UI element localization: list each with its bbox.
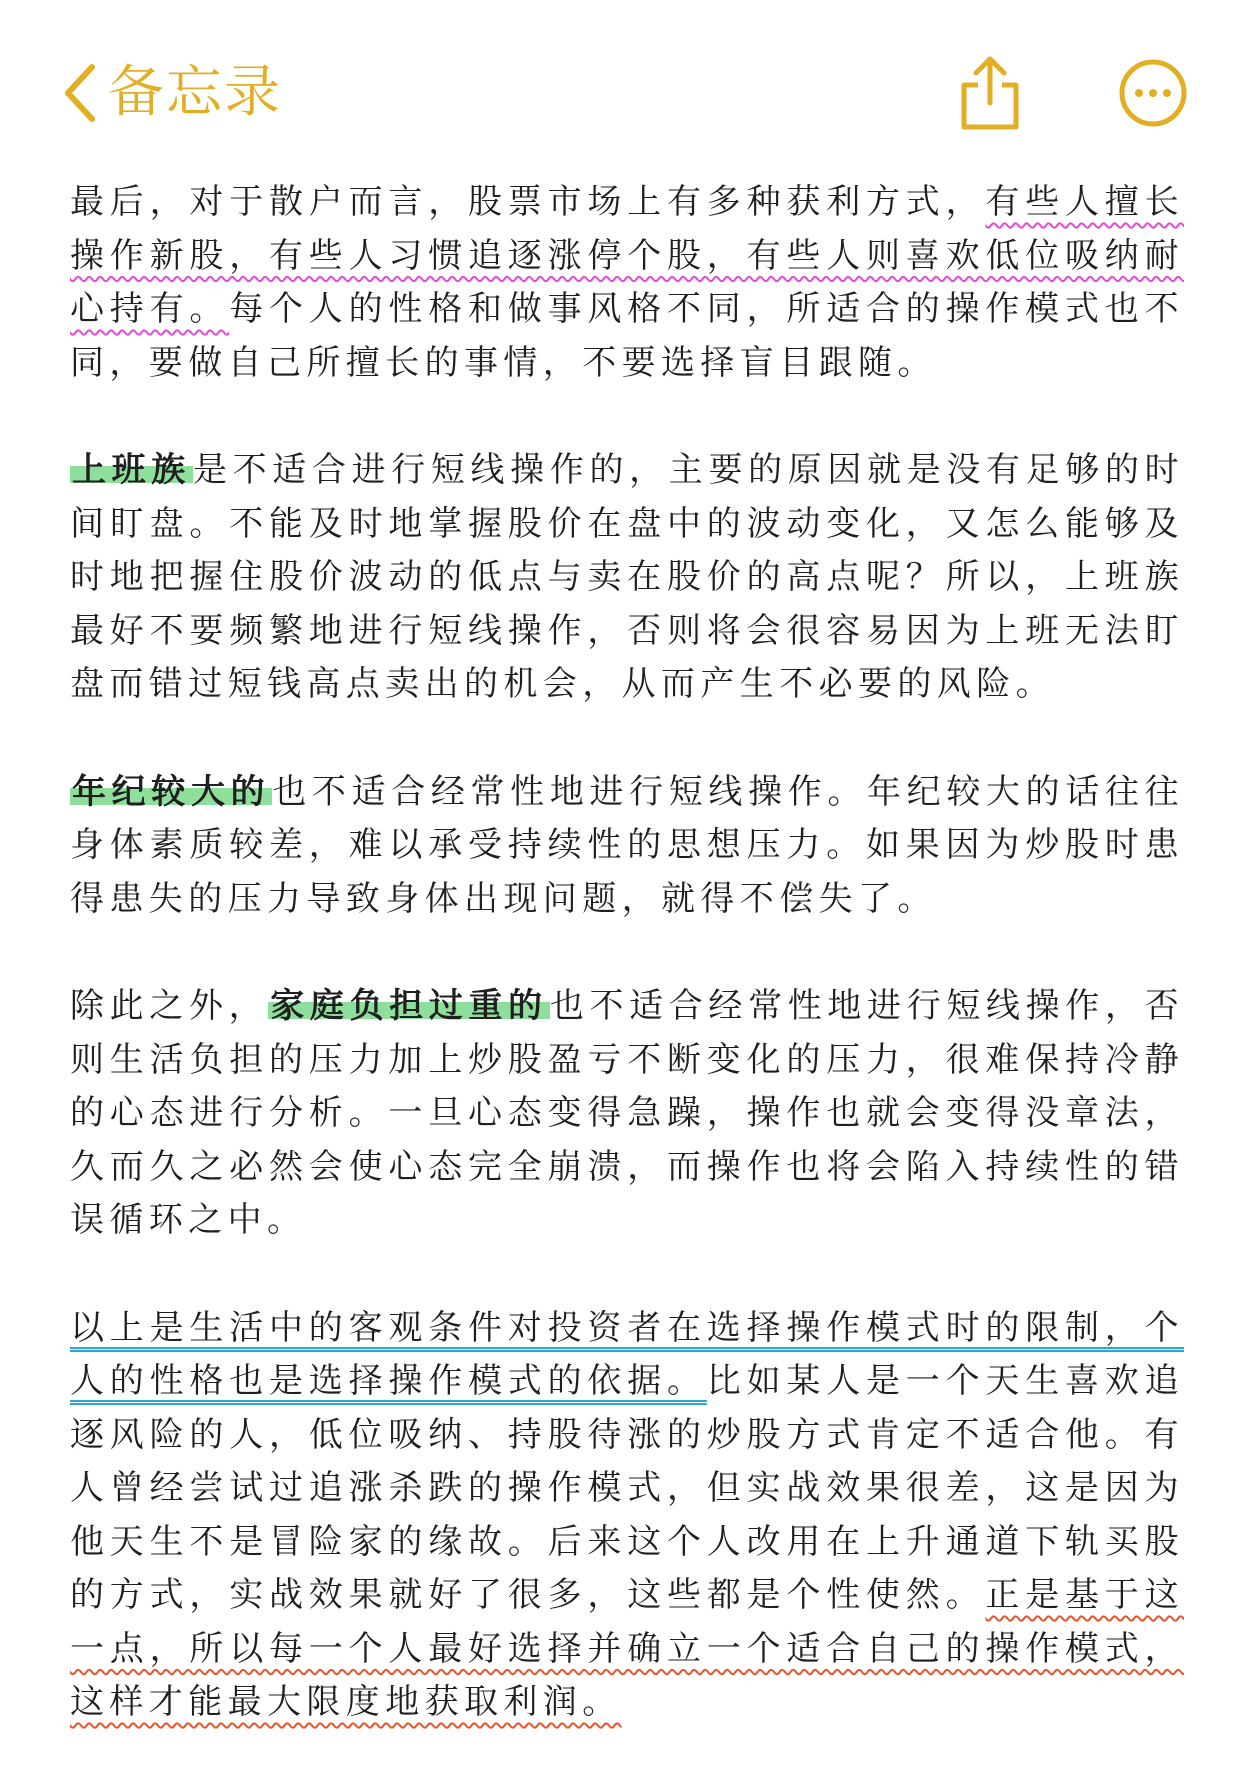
more-icon[interactable] <box>1118 58 1188 128</box>
share-icon[interactable] <box>958 55 1022 131</box>
highlighted-keyword: 上班族 <box>72 450 191 490</box>
paragraph-text: 每个人的性格和做事风格不同，所适合的操作模式也不同，要做自己所擅长的事情，不要选择盲目跟随。 <box>70 289 1184 383</box>
highlighted-keyword: 家庭负担过重的 <box>270 986 548 1026</box>
note-paragraph <box>70 1302 1184 1730</box>
underlined-text: 有些人擅长操作新股，有些人习惯追逐涨停个股，有些人则喜欢低位吸纳耐心持有。 <box>70 182 1185 329</box>
highlighted-keyword: 年纪较大的 <box>72 771 271 812</box>
paragraph-text: 除此之外， <box>70 986 269 1026</box>
back-button[interactable] <box>62 58 282 128</box>
paragraph-text: 也不适合经常性地进行短线操作。年纪较大的话往往身体素质较差，难以承受持续性的思想压力。如果因为炒股时患得患失的压力导致身体出现问题，就得不偿失了。 <box>70 771 1185 919</box>
note-paragraph <box>70 444 1184 712</box>
paragraph-text: 比如某人是一个天生喜欢追逐风险的人，低位吸纳、持股待涨的炒股方式肯定不适合他。有人曾经尝试过追涨杀跌的操作模式，但实战效果很差，这是因为他天生不是冒险家的缘故。后来这个人改用在上升通道下轨买股的方式，实战效果就好了很多，这些都是个性使然。 <box>70 1361 1184 1615</box>
underlined-text: 以上是生活中的客观条件对投资者在选择操作模式时的限制，个人的性格也是选择操作模式的依据。 <box>70 1307 1184 1401</box>
underlined-text: 正是基于这一点，所以每一个人最好选择并确立一个适合自己的操作模式，这样才能最大限度地获取利润。 <box>70 1575 1185 1722</box>
back-button-label: 备忘录 <box>108 60 282 125</box>
paragraph-text: 最后，对于散户而言，股票市场上有多种获利方式， <box>70 182 986 222</box>
chevron-left-icon <box>62 63 98 123</box>
paragraph-text: 是不适合进行短线操作的，主要的原因就是没有足够的时间盯盘。不能及时地掌握股价在盘中的波动变化，又怎么能够及时地把握住股价波动的低点与卖在股价的高点呢？所以，上班族最好不要频繁地进行短线操作，否则将会很容易因为上班无法盯盘而错过短钱高点卖出的机会，从而产生不必要的风险。 <box>70 450 1185 704</box>
note-paragraph <box>70 176 1184 390</box>
note-body[interactable] <box>70 176 1184 1784</box>
note-paragraph <box>70 766 1184 927</box>
paragraph-text: 也不适合经常性地进行短线操作，否则生活负担的压力加上炒股盈亏不断变化的压力，很难保持冷静的心态进行分析。一旦心态变得急躁，操作也就会变得没章法，久而久之必然会使心态完全崩溃，而操作也将会陷入持续性的错误循环之中。 <box>70 986 1184 1240</box>
note-paragraph <box>70 980 1184 1248</box>
navigation-bar <box>0 0 1242 160</box>
